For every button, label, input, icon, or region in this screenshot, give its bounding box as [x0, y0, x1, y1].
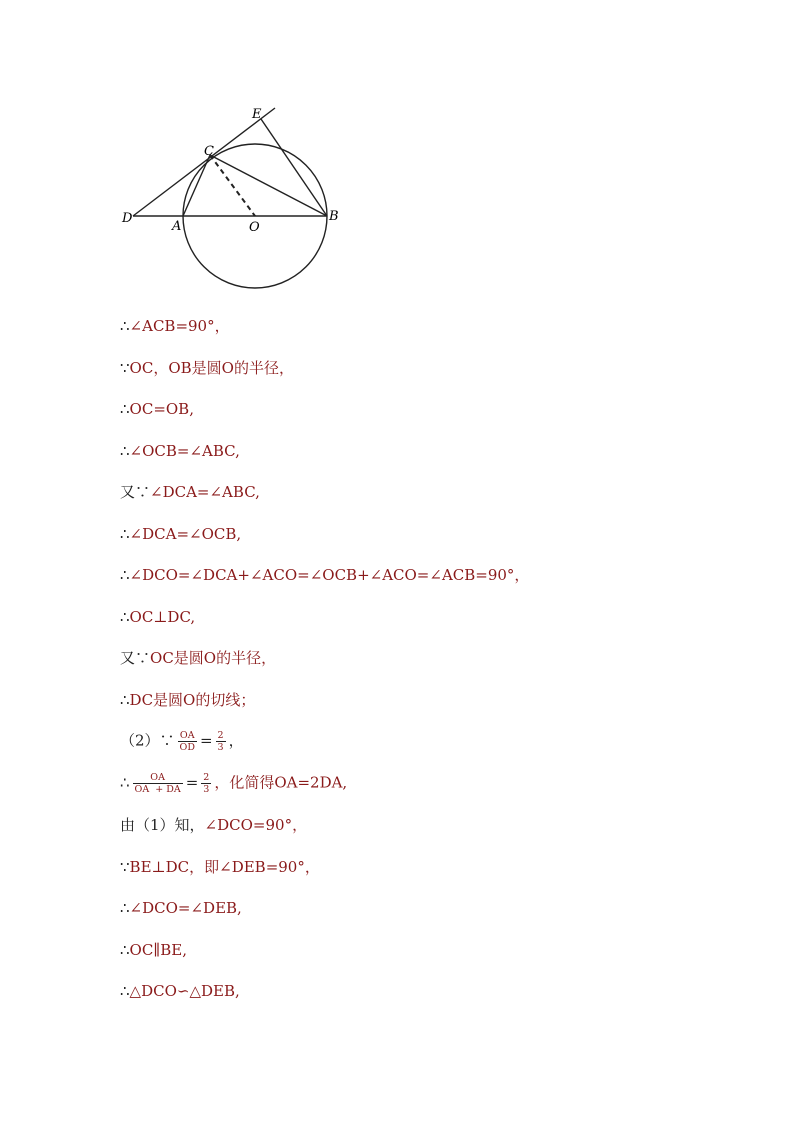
line-e-b — [261, 119, 327, 216]
line-11: （2）∵ $\frac{OA}{OD}$ = $\frac{2}{3}$ ， — [120, 730, 244, 753]
line-d-e — [133, 108, 275, 216]
line-12: ∴ $\frac{OA}{OA + DA}$ = $\frac{2}{3}$ ，化简得OA=2DA, — [120, 772, 348, 795]
geometry-diagram — [118, 100, 358, 300]
label-d: D — [122, 211, 133, 226]
line-17: ∴△DCO∽△DEB, — [120, 982, 240, 1000]
line-15: ∴∠DCO=∠DEB, — [120, 899, 242, 917]
line-5: 又∵∠DCA=∠ABC, — [120, 483, 260, 501]
line-c-o-dashed — [210, 155, 255, 216]
line-7: ∴∠DCO=∠DCA+∠ACO=∠OCB+∠ACO=∠ACB=90°， — [120, 566, 530, 584]
line-c-b — [210, 155, 327, 216]
fraction-oa-sum: $\frac{OA}{OA + DA}$ — [134, 772, 181, 795]
line-10: ∴DC是圆O的切线； — [120, 691, 256, 709]
line-3: ∴OC=OB, — [120, 400, 194, 418]
label-e: E — [252, 107, 262, 122]
line-9: 又∵OC是圆O的半径， — [120, 649, 277, 667]
line-a-c — [183, 155, 210, 216]
line-13: 由（1）知，∠DCO=90°， — [120, 816, 308, 834]
fraction-two-thirds: $\frac{2}{3}$ — [217, 730, 224, 753]
line-2: ∵OC，OB是圆O的半径， — [120, 359, 294, 377]
fraction-two-thirds-2: $\frac{2}{3}$ — [203, 772, 210, 795]
line-16: ∴OC∥BE, — [120, 941, 187, 959]
label-o: O — [249, 220, 260, 235]
line-1: ∴∠ACB=90°， — [120, 317, 230, 335]
label-b: B — [329, 209, 339, 224]
line-6: ∴∠DCA=∠OCB, — [120, 525, 242, 543]
line-14: ∵BE⊥DC，即∠DEB=90°， — [120, 858, 320, 876]
line-8: ∴OC⊥DC, — [120, 608, 196, 626]
line-4: ∴∠OCB=∠ABC, — [120, 442, 240, 460]
label-a: A — [172, 219, 182, 234]
fraction-oa-od: $\frac{OA}{OD}$ — [179, 730, 195, 753]
label-c: C — [204, 144, 214, 159]
